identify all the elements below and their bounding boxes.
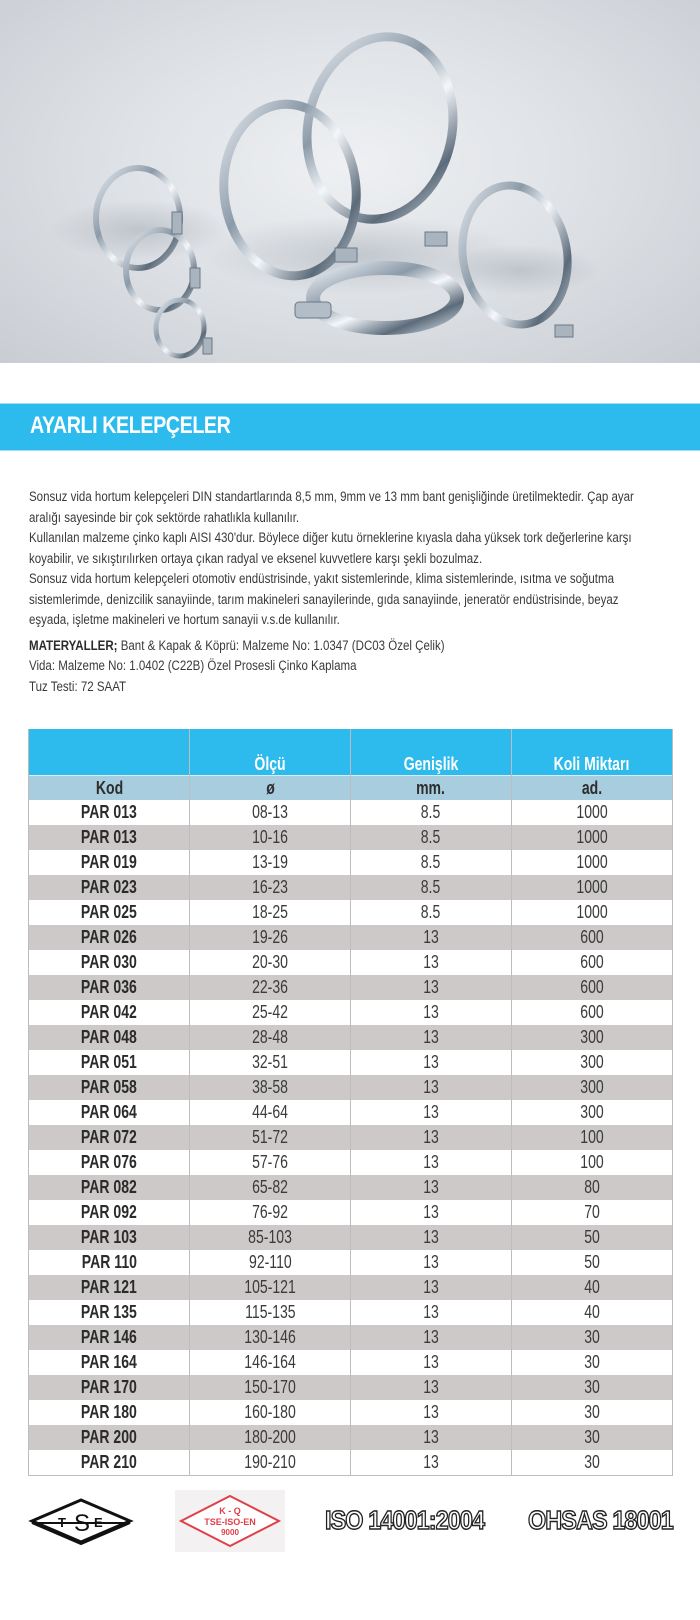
svg-text:S: S (74, 1510, 91, 1537)
cell-koli-miktari: 30 (512, 1400, 673, 1425)
product-description (29, 487, 672, 697)
table-row (29, 1250, 673, 1275)
cell-genislik: 13 (351, 1100, 512, 1125)
cell-kod: PAR 048 (29, 1025, 190, 1050)
cell-genislik: 13 (351, 1425, 512, 1450)
cell-genislik: 13 (351, 1075, 512, 1100)
subheader-diameter: ø (190, 776, 351, 801)
table-row (29, 1400, 673, 1425)
table-row (29, 1450, 673, 1475)
cell-genislik: 13 (351, 1300, 512, 1325)
materials-text: Bant & Kapak & Köprü: Malzeme No: 1.0347 (DC03 Özel Çelik) (117, 637, 445, 653)
cell-olcu: 150-170 (190, 1375, 351, 1400)
cell-olcu: 19-26 (190, 925, 351, 950)
svg-text:K - Q: K - Q (219, 1506, 241, 1516)
iso-14001-label: ISO 14001:2004 (325, 1505, 485, 1535)
cell-genislik: 13 (351, 1250, 512, 1275)
cell-kod: PAR 042 (29, 1000, 190, 1025)
cell-kod: PAR 030 (29, 950, 190, 975)
spec-table (28, 729, 673, 1476)
table-row (29, 825, 673, 850)
cell-olcu: 85-103 (190, 1225, 351, 1250)
table-row (29, 1075, 673, 1100)
description-line: sistemlerimde, denizcilik sanayiinde, tarım makineleri sanayilerinde, gıda sanayiinde, jeneratör endüstrisinde, beyaz (29, 591, 619, 607)
certification-logos (0, 1490, 700, 1560)
clamp-small-3 (156, 300, 204, 356)
cell-kod: PAR 092 (29, 1200, 190, 1225)
cell-olcu: 22-36 (190, 975, 351, 1000)
materials-line (29, 636, 670, 657)
cell-genislik: 13 (351, 1400, 512, 1425)
cell-kod: PAR 076 (29, 1150, 190, 1175)
description-line: koyabilir, ve sıkıştırılırken ortaya çıkan radyal ve eksenel kuvvetlere karşı şekli bozulmaz. (29, 550, 483, 566)
cell-genislik: 13 (351, 1375, 512, 1400)
table-row (29, 1200, 673, 1225)
cell-kod: PAR 082 (29, 1175, 190, 1200)
table-row (29, 1325, 673, 1350)
table-row (29, 875, 673, 900)
cell-olcu: 10-16 (190, 825, 351, 850)
header-empty (29, 729, 190, 776)
cell-olcu: 65-82 (190, 1175, 351, 1200)
svg-text:E: E (94, 1515, 103, 1530)
cell-kod: PAR 103 (29, 1225, 190, 1250)
table-row (29, 800, 673, 825)
table-row (29, 1425, 673, 1450)
description-line: Kullanılan malzeme çinko kaplı AISI 430'dur. Böylece diğer kutu örneklerine kıyasla daha yüksek tork değerlerine karşı (29, 530, 632, 545)
table-row (29, 925, 673, 950)
cell-genislik: 13 (351, 1150, 512, 1175)
cell-kod: PAR 164 (29, 1350, 190, 1375)
cell-genislik: 13 (351, 1175, 512, 1200)
table-body (29, 800, 673, 1475)
cell-genislik: 8.5 (351, 875, 512, 900)
cell-genislik: 13 (351, 950, 512, 975)
section-title: AYARLI KELEPÇELER (30, 412, 231, 439)
table-row (29, 1375, 673, 1400)
cell-olcu: 20-30 (190, 950, 351, 975)
cell-olcu: 115-135 (190, 1300, 351, 1325)
cell-olcu: 190-210 (190, 1450, 351, 1475)
description-line: eşyada, işletme makineleri ve hortum sanayii v.s.de kullanılır. (29, 612, 340, 627)
cell-genislik: 13 (351, 1225, 512, 1250)
cell-olcu: 38-58 (190, 1075, 351, 1100)
cell-koli-miktari: 30 (512, 1425, 673, 1450)
cell-koli-miktari: 600 (512, 1000, 673, 1025)
svg-text:9000: 9000 (221, 1528, 239, 1537)
cell-kod: PAR 023 (29, 875, 190, 900)
description-line: Sonsuz vida hortum kelepçeleri DIN standartlarında 8,5 mm, 9mm ve 13 mm bant genişliğinde üretilmektedir. Çap ayar (29, 489, 634, 504)
table-row (29, 1225, 673, 1250)
cell-kod: PAR 051 (29, 1050, 190, 1075)
table-row (29, 1100, 673, 1125)
cell-koli-miktari: 1000 (512, 825, 673, 850)
cell-koli-miktari: 1000 (512, 900, 673, 925)
cell-kod: PAR 110 (29, 1250, 190, 1275)
cell-olcu: 160-180 (190, 1400, 351, 1425)
subheader-ad: ad. (512, 776, 673, 801)
cell-olcu: 130-146 (190, 1325, 351, 1350)
table-subheader-row (29, 776, 673, 801)
table-row (29, 950, 673, 975)
cell-kod: PAR 200 (29, 1425, 190, 1450)
cell-genislik: 8.5 (351, 800, 512, 825)
table-row (29, 1175, 673, 1200)
cell-olcu: 44-64 (190, 1100, 351, 1125)
cell-genislik: 13 (351, 1050, 512, 1075)
cell-olcu: 57-76 (190, 1150, 351, 1175)
cell-genislik: 13 (351, 1125, 512, 1150)
cell-olcu: 13-19 (190, 850, 351, 875)
cell-kod: PAR 135 (29, 1300, 190, 1325)
section-banner (0, 403, 700, 451)
cell-kod: PAR 210 (29, 1450, 190, 1475)
cell-kod: PAR 013 (29, 825, 190, 850)
hose-clamps-illustration (0, 0, 700, 363)
kq-tse-iso-en-9000-logo (175, 1490, 285, 1552)
salt-test-line: Tuz Testi: 72 SAAT (29, 678, 127, 694)
cell-genislik: 13 (351, 925, 512, 950)
cell-kod: PAR 058 (29, 1075, 190, 1100)
cell-koli-miktari: 80 (512, 1175, 673, 1200)
cell-koli-miktari: 1000 (512, 850, 673, 875)
cell-koli-miktari: 300 (512, 1025, 673, 1050)
cell-kod: PAR 072 (29, 1125, 190, 1150)
table-row (29, 1125, 673, 1150)
cell-genislik: 8.5 (351, 850, 512, 875)
cell-olcu: 32-51 (190, 1050, 351, 1075)
cell-koli-miktari: 40 (512, 1300, 673, 1325)
cell-genislik: 8.5 (351, 900, 512, 925)
table-row (29, 1025, 673, 1050)
cell-koli-miktari: 1000 (512, 875, 673, 900)
cell-olcu: 18-25 (190, 900, 351, 925)
cell-koli-miktari: 300 (512, 1050, 673, 1075)
cell-genislik: 13 (351, 1000, 512, 1025)
cell-olcu: 08-13 (190, 800, 351, 825)
table-header-row (29, 729, 673, 776)
clamp-large-back (290, 23, 469, 233)
cell-kod: PAR 025 (29, 900, 190, 925)
table-row (29, 1300, 673, 1325)
table-row (29, 900, 673, 925)
table-row (29, 1150, 673, 1175)
cell-genislik: 13 (351, 1275, 512, 1300)
cell-genislik: 13 (351, 1025, 512, 1050)
cell-olcu: 180-200 (190, 1425, 351, 1450)
cell-kod: PAR 146 (29, 1325, 190, 1350)
cell-koli-miktari: 300 (512, 1075, 673, 1100)
subheader-mm: mm. (351, 776, 512, 801)
cell-olcu: 92-110 (190, 1250, 351, 1275)
cell-koli-miktari: 50 (512, 1250, 673, 1275)
table-row (29, 1000, 673, 1025)
cell-genislik: 8.5 (351, 825, 512, 850)
cell-kod: PAR 019 (29, 850, 190, 875)
cell-koli-miktari: 100 (512, 1150, 673, 1175)
materials-label: MATERYALLER; (29, 637, 118, 653)
table-row (29, 1350, 673, 1375)
subheader-kod: Kod (29, 776, 190, 801)
svg-text:T: T (58, 1515, 66, 1530)
cell-koli-miktari: 30 (512, 1450, 673, 1475)
cell-koli-miktari: 70 (512, 1200, 673, 1225)
table-row (29, 850, 673, 875)
cell-olcu: 146-164 (190, 1350, 351, 1375)
cell-olcu: 51-72 (190, 1125, 351, 1150)
cell-koli-miktari: 50 (512, 1225, 673, 1250)
cell-kod: PAR 180 (29, 1400, 190, 1425)
table-row (29, 1050, 673, 1075)
cell-olcu: 76-92 (190, 1200, 351, 1225)
table-row (29, 1275, 673, 1300)
cell-koli-miktari: 30 (512, 1375, 673, 1400)
description-line: Sonsuz vida hortum kelepçeleri otomotiv endüstrisinde, yakıt sistemlerinde, klima sistemlerinde, ısıtma ve soğutma (29, 571, 615, 586)
cell-koli-miktari: 30 (512, 1350, 673, 1375)
tse-logo (28, 1496, 134, 1546)
svg-text:TSE-ISO-EN: TSE-ISO-EN (204, 1517, 256, 1527)
cell-kod: PAR 121 (29, 1275, 190, 1300)
header-olcu: Ölçü (190, 729, 351, 776)
header-koli-miktari: Koli Miktarı (512, 729, 673, 776)
cell-kod: PAR 013 (29, 800, 190, 825)
cell-genislik: 13 (351, 1325, 512, 1350)
cell-koli-miktari: 30 (512, 1325, 673, 1350)
cell-olcu: 28-48 (190, 1025, 351, 1050)
cell-koli-miktari: 600 (512, 975, 673, 1000)
cell-kod: PAR 026 (29, 925, 190, 950)
cell-genislik: 13 (351, 1350, 512, 1375)
ohsas-18001-label: OHSAS 18001 (528, 1505, 673, 1535)
cell-koli-miktari: 600 (512, 925, 673, 950)
header-genislik: Genişlik (351, 729, 512, 776)
table-row (29, 975, 673, 1000)
cell-koli-miktari: 100 (512, 1125, 673, 1150)
description-line: aralığı sayesinde bir çok sektörde rahatlıkla kullanılır. (29, 509, 300, 525)
cell-kod: PAR 064 (29, 1100, 190, 1125)
cell-genislik: 13 (351, 1200, 512, 1225)
cell-genislik: 13 (351, 1450, 512, 1475)
cell-olcu: 25-42 (190, 1000, 351, 1025)
cell-olcu: 16-23 (190, 875, 351, 900)
screw-material-line: Vida: Malzeme No: 1.0402 (C22B) Özel Prosesli Çinko Kaplama (29, 658, 357, 673)
cell-koli-miktari: 300 (512, 1100, 673, 1125)
cell-genislik: 13 (351, 975, 512, 1000)
cell-koli-miktari: 600 (512, 950, 673, 975)
cell-olcu: 105-121 (190, 1275, 351, 1300)
cell-kod: PAR 170 (29, 1375, 190, 1400)
cell-koli-miktari: 40 (512, 1275, 673, 1300)
product-photo (0, 0, 700, 363)
cell-koli-miktari: 1000 (512, 800, 673, 825)
cell-kod: PAR 036 (29, 975, 190, 1000)
